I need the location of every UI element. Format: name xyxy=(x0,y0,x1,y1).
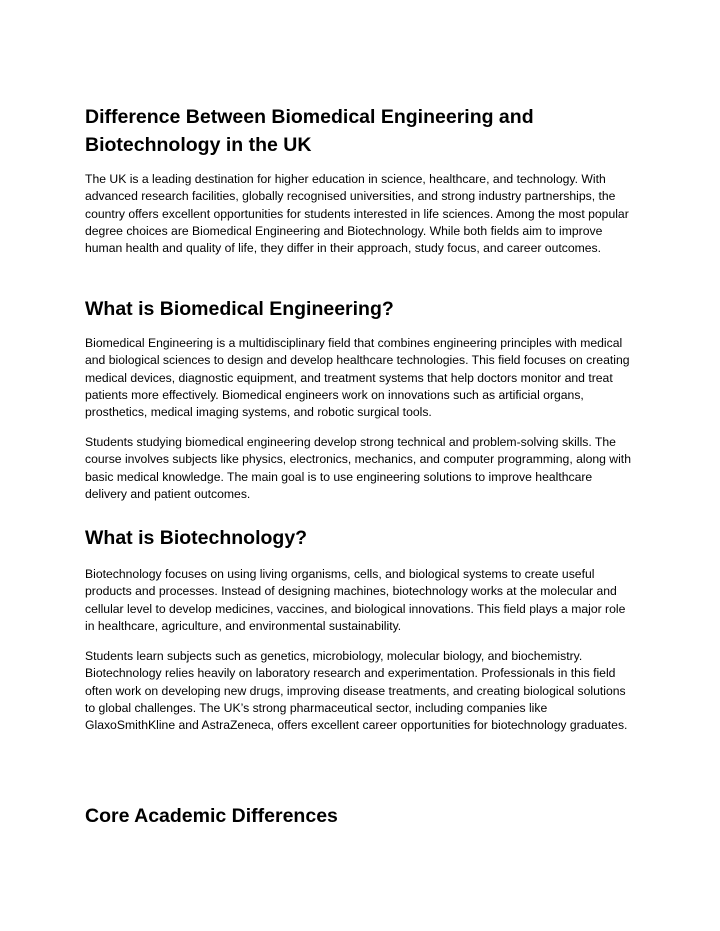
biotechnology-paragraph-1: Biotechnology focuses on using living organisms, cells, and biological systems to create useful products and processes. Instead of designing machines, biotechnology works at the molecular and cellular level to develop medicines, vaccines, and biological innovations. This field plays a major role in healthcare, agriculture, and environmental sustainability. xyxy=(85,567,626,633)
section-heading-biotechnology: What is Biotechnology? xyxy=(85,527,308,549)
biomedical-engineering-paragraph-1: Biomedical Engineering is a multidisciplinary field that combines engineering principles with medical and biological sciences to design and develop healthcare technologies. This field focuses on creating medical devices, diagnostic equipment, and treatment systems that help doctors monitor and treat patients more effectively. Biomedical engineers work on innovations such as artificial organs, prosthetics, medical imaging systems, and robotic surgical tools. xyxy=(85,336,630,420)
intro-paragraph: The UK is a leading destination for higher education in science, healthcare, and technology. With advanced research facilities, globally recognised universities, and strong industry partnerships, the country offers excellent opportunities for students interested in life sciences. Among the most popular degree choices are Biomedical Engineering and Biotechnology. While both fields aim to improve human health and quality of life, they differ in their approach, study focus, and career outcomes. xyxy=(85,172,629,256)
document-title: Difference Between Biomedical Engineering and Biotechnology in the UK xyxy=(85,106,534,156)
biomedical-engineering-paragraph-2: Students studying biomedical engineering develop strong technical and problem-solving skills. The course involves subjects like physics, electronics, mechanics, and computer programming, along with basic medical knowledge. The main goal is to use engineering solutions to improve healthcare delivery and patient outcomes. xyxy=(85,435,631,501)
section-heading-biomedical-engineering: What is Biomedical Engineering? xyxy=(85,298,394,320)
biotechnology-paragraph-2: Students learn subjects such as genetics, microbiology, molecular biology, and biochemistry. Biotechnology relies heavily on laboratory research and experimentation. Professionals in this field often work on developing new drugs, improving disease treatments, and creating biological solutions to global challenges. The UK’s strong pharmaceutical sector, including companies like GlaxoSmithKline and AstraZeneca, offers excellent career opportunities for biotechnology graduates. xyxy=(85,649,628,733)
section-heading-core-academic-differences: Core Academic Differences xyxy=(85,805,338,827)
